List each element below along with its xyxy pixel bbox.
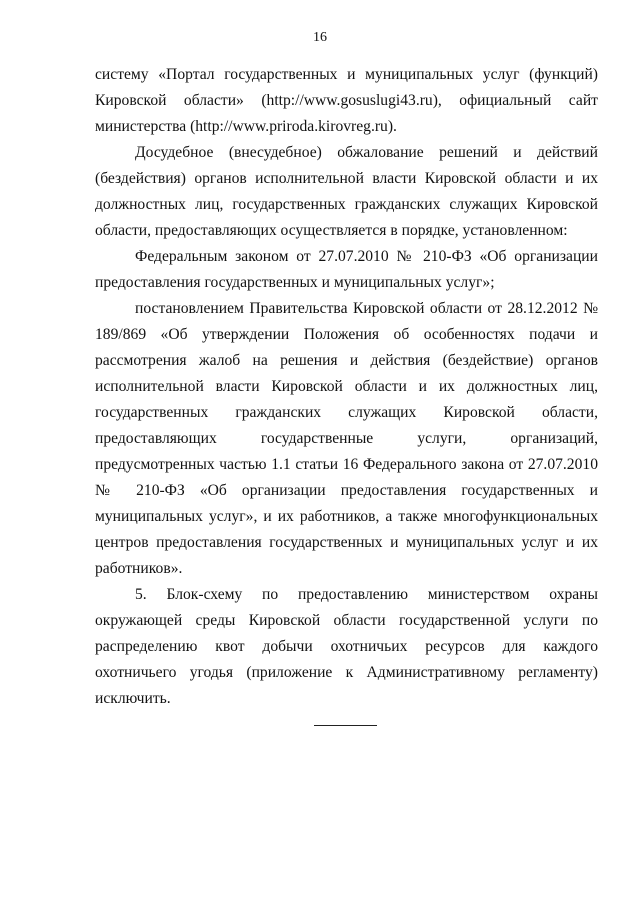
end-divider-line	[314, 725, 377, 726]
paragraph-resolution: постановлением Правительства Кировской области от 28.12.2012 № 189/869 «Об утверждении Положения об особенностях подачи и рассмотрения жалоб на решения и действия (бездействие) органов исполнительной власти Кировской области и их должностных лиц, государственных гражданских служащих Кировской области, предоставляющих государственные услуги, организаций, предусмотренных частью 1.1 статьи 16 Федерального закона от 27.07.2010 № 210-ФЗ «Об организации предоставления государственных и муниципальных услуг», и их работников, а также многофункциональных центров предоставления государственных и муниципальных услуг и их работников».	[95, 300, 598, 577]
paragraph-item-5: 5. Блок-схему по предоставлению министерством охраны окружающей среды Кировской области государственной услуги по распределению квот добычи охотничьих ресурсов для каждого охотничьего угодья (приложение к Административному регламенту) исключить.	[95, 586, 598, 707]
paragraph-federal-law: Федеральным законом от 27.07.2010 № 210-ФЗ «Об организации предоставления государственных и муниципальных услуг»;	[95, 248, 598, 291]
page-number: 16	[313, 30, 327, 45]
paragraph-portal: систему «Портал государственных и муниципальных услуг (функций) Кировской области» (http://www.gosuslugi43.ru), официальный сайт министерства (http://www.priroda.kirovreg.ru).	[95, 66, 598, 135]
paragraph-appeal: Досудебное (внесудебное) обжалование решений и действий (бездействия) органов исполнительной власти Кировской области и их должностных лиц, государственных гражданских служащих Кировской области, предоставляющих осуществляется в порядке, установленном:	[95, 144, 598, 239]
document-body	[95, 62, 598, 712]
